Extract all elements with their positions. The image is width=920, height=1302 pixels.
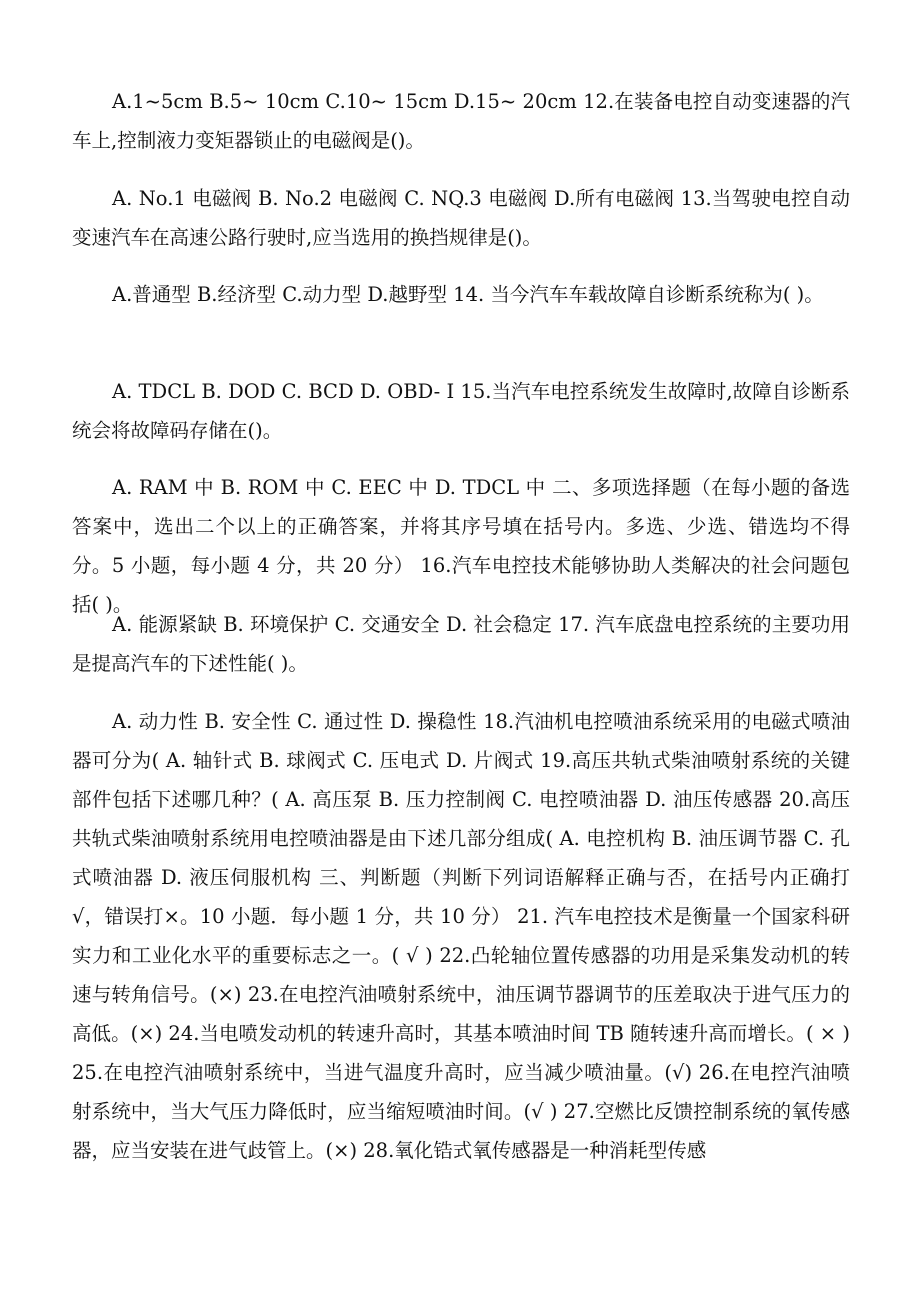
paragraph-q13: A. No.1 电磁阀 B. No.2 电磁阀 C. NQ.3 电磁阀 D.所有电磁阀 13.当驾驶电控自动变速汽车在高速公路行驶时,应当选用的换挡规律是()。	[72, 187, 850, 249]
paragraph-q15: A. TDCL B. DOD C. BCD D. OBD- I 15.当汽车电控系统发生故障时,故障自诊断系统会将故障码存储在()。	[72, 380, 850, 442]
paragraph-q18-q28: A. 动力性 B. 安全性 C. 通过性 D. 操稳性 18.汽油机电控喷油系统采用的电磁式喷油器可分为( A. 轴针式 B. 球阀式 C. 压电式 D. 片阀式 19.高压共轨式柴油喷射系统的关键部件包括下述哪几种？( A. 高压泵 B. 压力控制阀 C. 电控喷油器 D. 油压传感器 20.高压共轨式柴油喷射系统用电控喷油器是由下述几部分组成( A. 电控机构 B. 油压调节器 C. 孔式喷油器 D. 液压伺服机构 三、判断题（判断下列词语解释正确与否，在括号内正确打 √，错误打×。10 小题．每小题 1 分，共 10 分） 21. 汽车电控技术是衡量一个国家科研实力和工业化水平的重要标志之一。( √ ) 22.凸轮轴位置传感器的功用是采集发动机的转速与转角信号。(×) 23.在电控汽油喷射系统中，油压调节器调节的压差取决于进气压力的高低。(×) 24.当电喷发动机的转速升高时，其基本喷油时间 TB 随转速升高而增长。( × ) 25.在电控汽油喷射系统中，当进气温度升高时，应当减少喷油量。(√) 26.在电控汽油喷射系统中，当大气压力降低时，应当缩短喷油时间。(√ ) 27.空燃比反馈控制系统的氧传感器，应当安装在进气歧管上。(×) 28.氧化锆式氧传感器是一种消耗型传感	[72, 710, 850, 1162]
paragraph-q14: A.普通型 B.经济型 C.动力型 D.越野型 14. 当今汽车车载故障自诊断系统称为( )。	[112, 283, 824, 306]
paragraph-q12: A.1~5cm B.5~ 10cm C.10~ 15cm D.15~ 20cm 12.在装备电控自动变速器的汽车上,控制液力变矩器锁止的电磁阀是()。	[72, 90, 850, 152]
paragraph-q17: A. 能源紧缺 B. 环境保护 C. 交通安全 D. 社会稳定 17. 汽车底盘电控系统的主要功用是提高汽车的下述性能( )。	[72, 613, 850, 675]
paragraph-multiple-choice-q16: A. RAM 中 B. ROM 中 C. EEC 中 D. TDCL 中 二、多项选择题（在每小题的备选答案中，选出二个以上的正确答案，并将其序号填在括号内。多选、少选、错选均不得分。5 小题，每小题 4 分，共 20 分） 16.汽车电控技术能够协助人类解决的社会问题包括( )。	[72, 476, 850, 616]
